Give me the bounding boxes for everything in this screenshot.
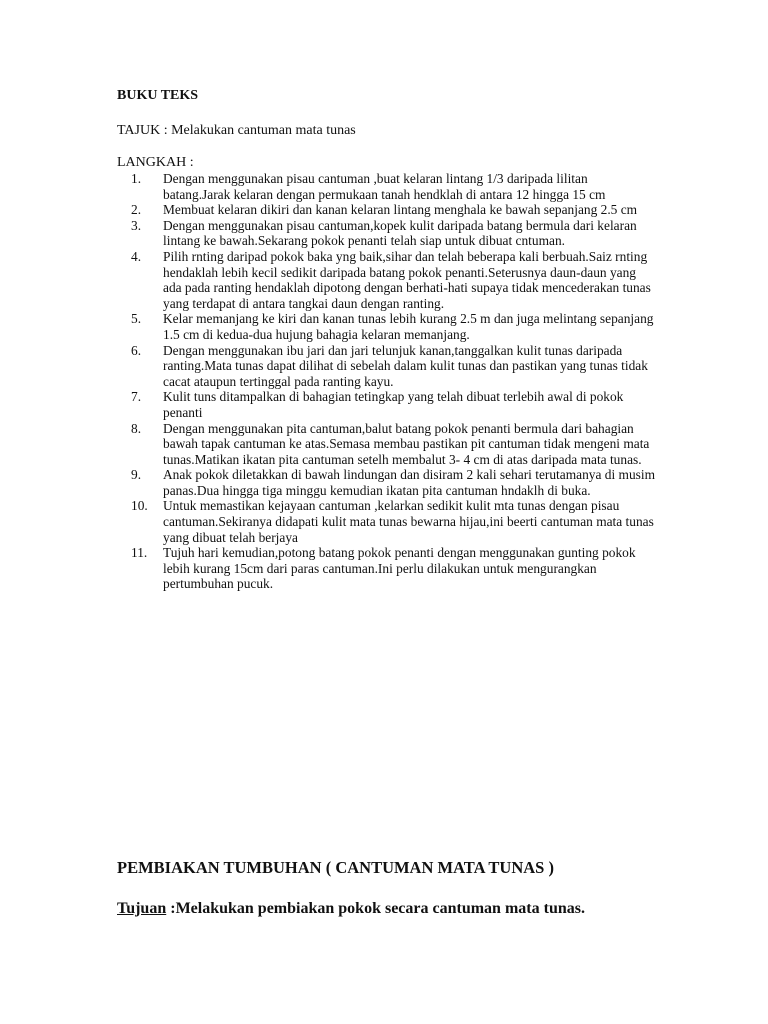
section-title: PEMBIAKAN TUMBUHAN ( CANTUMAN MATA TUNAS ) [117, 858, 554, 877]
step-text: Anak pokok diletakkan di bawah lindungan dan disiram 2 kali sehari terutamanya di musim panas.Dua hingga tiga minggu kemudian ikatan pita cantuman hndaklh di buka. [163, 467, 655, 498]
step-number: 1. [131, 171, 142, 186]
step-number: 5. [131, 311, 142, 327]
step-item [117, 249, 657, 311]
tajuk-line: TAJUK : Melakukan cantuman mata tunas [117, 123, 356, 138]
step-text: Dengan menggunakan ibu jari dan jari telunjuk kanan,tanggalkan kulit tunas daripada ranting.Mata tunas dapat dilihat di sebelah dalam kulit tunas dan pastikan yang tunas tidak cacat ataupun tertinggal pada ranting kayu. [163, 342, 648, 389]
step-item [117, 545, 657, 592]
step-text: Dengan menggunakan pisau cantuman,kopek kulit daripada batang bermula dari kelaran lintang ke bawah.Sekarang pokok penanti telah siap untuk dibuat cntuman. [163, 217, 637, 249]
step-number: 4. [131, 248, 142, 264]
step-number: 9. [131, 467, 142, 483]
step-number: 8. [131, 420, 142, 436]
step-number: 2. [131, 202, 142, 218]
step-text: Dengan menggunakan pita cantuman,balut batang pokok penanti bermula dari bahagian bawah tapak cantuman ke atas.Semasa membau pastikan pit cantuman tidak mengeni mata tunas.Matikan ikatan pita cantuman setelh membalut 3- 4 cm di atas daripada mata tunas. [163, 420, 650, 467]
step-item [117, 343, 657, 390]
step-number: 11. [131, 545, 148, 561]
langkah-label: LANGKAH : [117, 155, 194, 170]
step-number: 3. [131, 217, 142, 233]
step-item [117, 311, 657, 342]
document-header: BUKU TEKS [117, 88, 199, 103]
objective-text: :Melakukan pembiakan pokok secara cantuman mata tunas. [170, 900, 585, 917]
step-text: Dengan menggunakan pisau cantuman ,buat kelaran lintang 1/3 daripada lilitan batang.Jarak kelaran dengan permukaan tanah hendklah di antara 12 hingga 15 cm [163, 171, 606, 202]
step-item [117, 218, 657, 249]
step-number: 7. [131, 389, 142, 405]
steps-list [117, 171, 657, 592]
objective-label: Tujuan [117, 900, 167, 917]
objective-line [117, 900, 585, 918]
step-item [117, 467, 657, 498]
step-text: Membuat kelaran dikiri dan kanan kelaran lintang menghala ke bawah sepanjang 2.5 cm [163, 202, 638, 218]
step-item [117, 171, 657, 202]
step-text: Kulit tuns ditampalkan di bahagian tetingkap yang telah dibuat terlebih awal di pokok penanti [163, 389, 624, 420]
step-item [117, 498, 657, 545]
step-item [117, 202, 657, 218]
step-text: Untuk memastikan kejayaan cantuman ,kelarkan sedikit kulit mta tunas dengan pisau cantuman.Sekiranya didapati kulit mata tunas bewarna hijau,ini beerti cantuman mata tunas yang dibuat telah berjaya [163, 498, 654, 545]
step-item [117, 421, 657, 468]
step-text: Tujuh hari kemudian,potong batang pokok penanti dengan menggunakan gunting pokok lebih kurang 15cm dari paras cantuman.Ini perlu dilakukan untuk mengurangkan pertumbuhan pucuk. [163, 545, 636, 592]
step-text: Kelar memanjang ke kiri dan kanan tunas lebih kurang 2.5 m dan juga melintang sepanjang 1.5 cm di kedua-dua hujung bahagia kelaran memanjang. [163, 311, 654, 342]
step-number: 10. [131, 498, 148, 514]
step-item [117, 389, 657, 420]
step-text: Pilih rnting daripad pokok baka yng baik,sihar dan telah beberapa kali berbuah.Saiz rnting hendaklah lebih kecil sedikit daripada batang pokok penanti.Seterusnya daun-daun yang ada pada ranting hendaklah dipotong dengan berhati-hati supaya tidak mencederakan tunas yang terdapat di antara tangkai daun dengan ranting. [163, 248, 651, 311]
step-number: 6. [131, 342, 142, 358]
